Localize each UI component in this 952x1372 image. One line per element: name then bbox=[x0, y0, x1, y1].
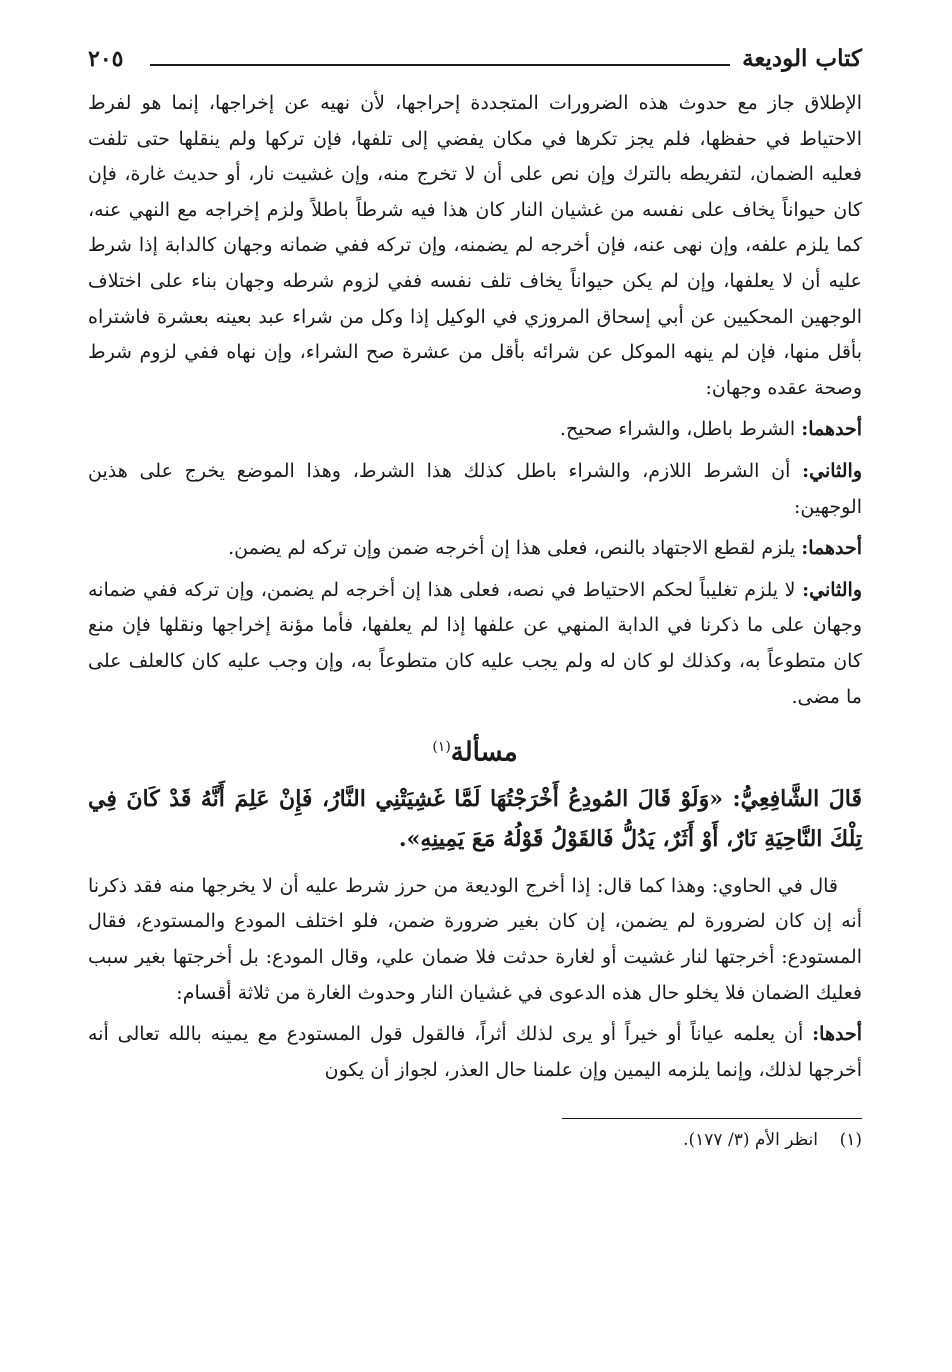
page-number: ٢٠٥ bbox=[88, 46, 124, 72]
paragraph-7 bbox=[88, 1017, 862, 1088]
opinion-label: أحدها: bbox=[812, 1023, 862, 1046]
paragraph-6: قال في الحاوي: وهذا كما قال: إذا أخرج الوديعة من حرز شرط عليه أن لا يخرجها منه فقد ذكرنا أنه إن كان لضرورة لم يضمن، إن كان بغير ضرورة ضمن، فلو اختلف المودع والمستودع، فقال المستودع: أخرجتها لنار غشيت أو لغارة حدثت فلا ضمان علي، وقال المودع: بل أخرجتها بغير سبب فعليك الضمان فلا يخلو حال هذه الدعوى في غشيان النار وحدوث الغارة من ثلاثة أقسام: bbox=[88, 874, 862, 1004]
opinion-text: الشرط باطل، والشراء صحيح. bbox=[559, 418, 802, 441]
paragraph-3 bbox=[88, 454, 862, 525]
footnote-text: انظر الأم (٣/ ١٧٧). bbox=[683, 1130, 818, 1151]
opinion-label: والثاني: bbox=[802, 578, 862, 601]
opinion-text: أن يعلمه عياناً أو خيراً أو يرى لذلك أثراً، فالقول قول المستودع مع يمينه بالله تعالى أنه أخرجها لذلك، وإنما يلزمه اليمين وإن علمنا حال العذر، لجواز أن يكون bbox=[88, 1023, 862, 1081]
paragraph-4 bbox=[88, 531, 862, 567]
footnote bbox=[88, 1127, 862, 1153]
shafii-quote: قَالَ الشَّافِعِيُّ: «وَلَوْ قَالَ المُودِعُ أَخْرَجْتُهَا لَمَّا غَشِيَتْنِي النَّارُ، فَإِنْ عَلِمَ أَنَّهُ قَدْ كَانَ فِي تِلْكَ النَّاحِيَةِ نَارٌ، أَوْ أَثَرٌ، يَدُلُّ فَالقَوْلُ قَوْلُهُ مَعَ يَمِينِهِ». bbox=[88, 785, 862, 852]
page-header bbox=[88, 38, 862, 86]
document-page bbox=[88, 38, 862, 1338]
opinion-label: والثاني: bbox=[802, 459, 862, 482]
section-heading-text: مسألة bbox=[450, 737, 518, 768]
book-title: كتاب الوديعة bbox=[742, 45, 862, 72]
opinion-label: أحدهما: bbox=[801, 537, 862, 560]
paragraph-2 bbox=[88, 412, 862, 448]
header-rule bbox=[150, 64, 730, 66]
paragraph-5 bbox=[88, 573, 862, 715]
opinion-text: أن الشرط اللازم، والشراء باطل كذلك هذا الشرط، وهذا الموضع يخرج على هذين الوجهين: bbox=[88, 459, 862, 518]
footnote-marker: (١) bbox=[432, 739, 451, 756]
section-heading bbox=[88, 727, 862, 773]
footnote-rule bbox=[562, 1118, 862, 1119]
opinion-text: لا يلزم تغليباً لحكم الاحتياط في نصه، فعلى هذا إن أخرجه لم يضمن، وإن تركه ففي ضمانه وجهان على ما ذكرنا في الدابة المنهي عن علفها إذا لم يعلفها، فأما مؤنة إخراجها ونقلها فإن منع كان متطوعاً به، وكذلك لو كان له ولم يجب عليه كان متطوعاً به، وإن وجب عليه كان كالعلف على ما مضى. bbox=[88, 578, 862, 708]
footnote-number: (١) bbox=[839, 1130, 862, 1151]
paragraph-1: الإطلاق جاز مع حدوث هذه الضرورات المتجددة إحراجها، لأن نهيه عن إخراجها، إنما هو لفرط الاحتياط في حفظها، فلم يجز تكرها في مكان يفضي إلى تلفها، فإن تركها ولم ينقلها حتى تلفت فعليه الضمان، لتفريطه بالترك وإن نص على أن لا تخرج منه، وإن غشيت نار، أو حديث غارة، فإن كان حيواناً يخاف على نفسه من غشيان النار كان هذا فيه شرطاً باطلاً ولزم إخراجه مع النهي عنه، كما يلزم علفه، وإن نهى عنه، فإن أخرجه لم يضمنه، وإن تركه ففي ضمانه وجهان كالدابة إذا شرط عليه أن لا يعلفها، وإن لم يكن حيواناً يخاف تلف نفسه ففي لزوم شرطه وجهان بناء على اختلاف الوجهين المحكيين عن أبي إسحاق المروزي في الوكيل إذا وكل من شراء عبد بعينه بعشرة فاشتراه بأقل منها، فإن لم ينهه الموكل عن شرائه بأقل من عشرة صح الشراء، وإن نهاه ففي لزوم شرط وصحة عقده وجهان: bbox=[88, 92, 862, 399]
opinion-text: يلزم لقطع الاجتهاد بالنص، فعلى هذا إن أخرجه ضمن وإن تركه لم يضمن. bbox=[228, 537, 802, 560]
opinion-label: أحدهما: bbox=[801, 418, 862, 441]
